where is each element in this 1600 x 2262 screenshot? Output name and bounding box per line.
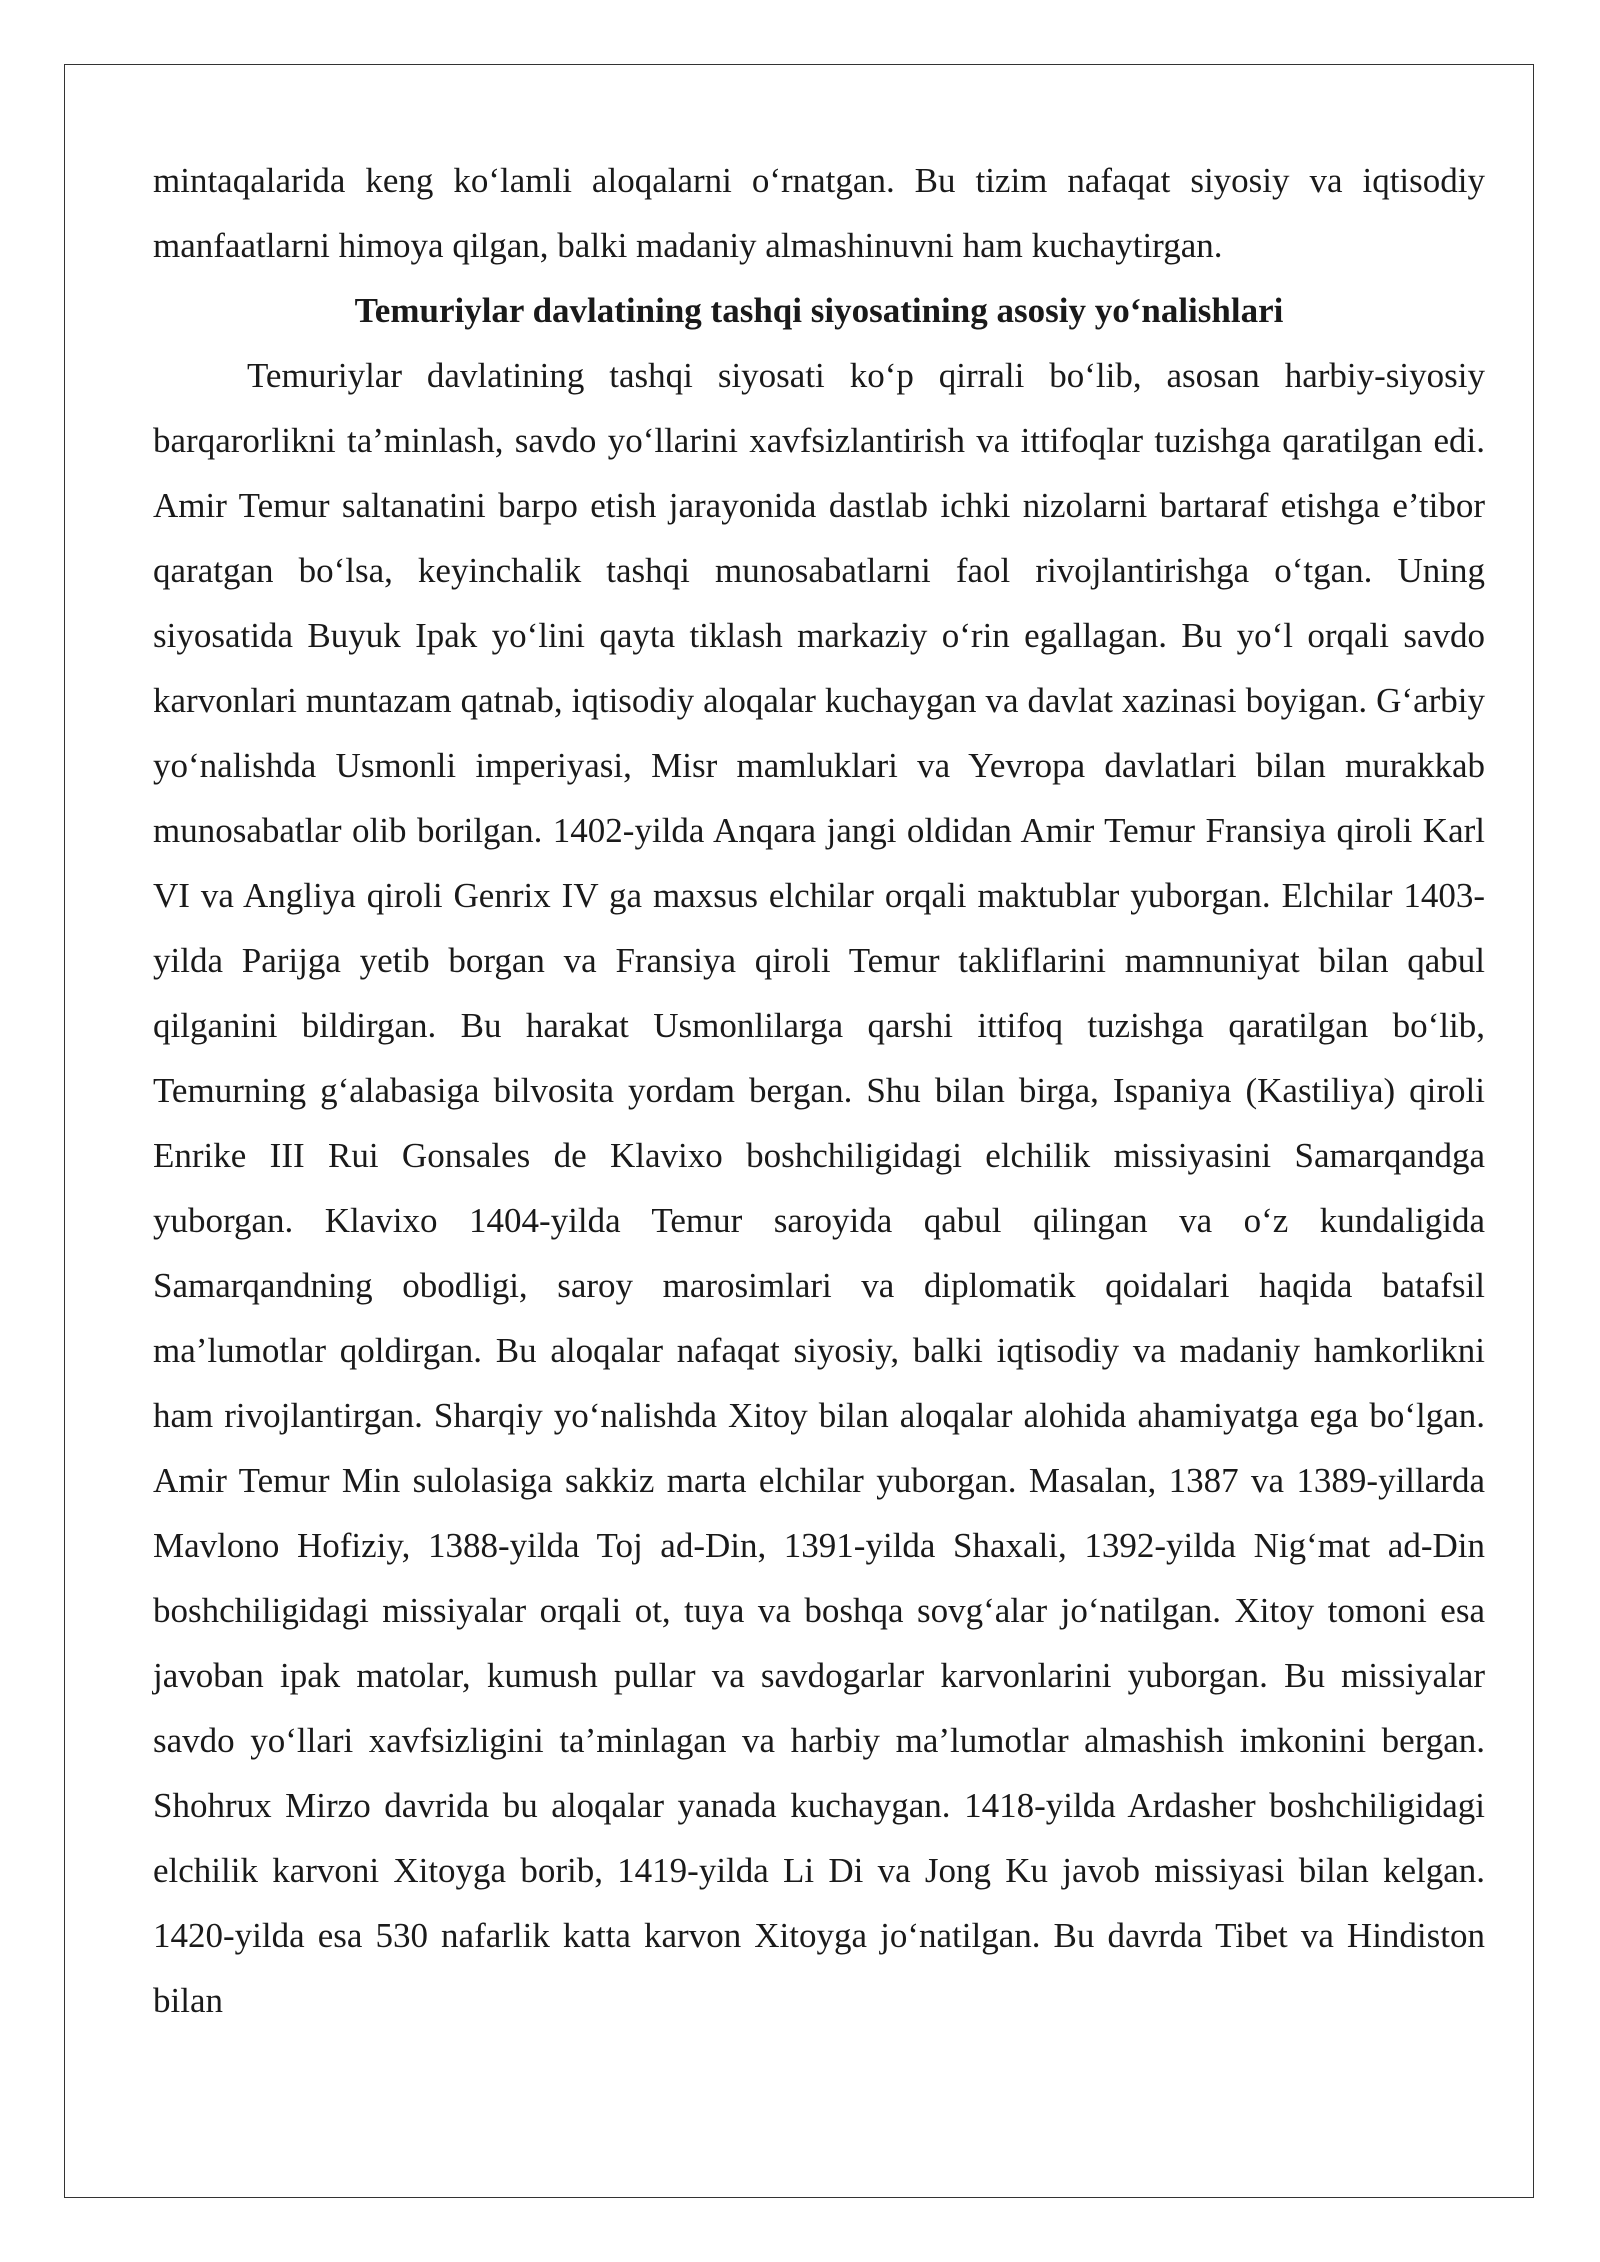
body-paragraph: Temuriylar davlatining tashqi siyosati ko‘p qirrali bo‘lib, asosan harbiy-siyosiy barqarorlikni ta’minlash, savdo yo‘llarini xavfsizlantirish va ittifoqlar tuzishga qaratilgan edi. Amir Temur saltanatini barpo etish jarayonida dastlab ichki nizolarni bartaraf etishga e’tibor qaratgan bo‘lsa, keyinchalik tashqi munosabatlarni faol rivojlantirishga o‘tgan. Uning siyosatida Buyuk Ipak yo‘lini qayta tiklash markaziy o‘rin egallagan. Bu yo‘l orqali savdo karvonlari muntazam qatnab, iqtisodiy aloqalar kuchaygan va davlat xazinasi boyigan. G‘arbiy yo‘nalishda Usmonli imperiyasi, Misr mamluklari va Yevropa davlatlari bilan murakkab munosabatlar olib borilgan. 1402-yilda Anqara jangi oldidan Amir Temur Fransiya qiroli Karl VI va Angliya qiroli Genrix IV ga maxsus elchilar orqali maktublar yuborgan. Elchilar 1403-yilda Parijga yetib borgan va Fransiya qiroli Temur takliflarini mamnuniyat bilan qabul qilganini bildirgan. Bu harakat Usmonlilarga qarshi ittifoq tuzishga qaratilgan bo‘lib, Temurning g‘alabasiga bilvosita yordam bergan. Shu bilan birga, Ispaniya (Kastiliya) qiroli Enrike III Rui Gonsales de Klavixo boshchiligidagi elchilik missiyasini Samarqandga yuborgan. Klavixo 1404-yilda Temur saroyida qabul qilingan va o‘z kundaligida Samarqandning obodligi, saroy marosimlari va diplomatik qoidalari haqida batafsil ma’lumotlar qoldirgan. Bu aloqalar nafaqat siyosiy, balki iqtisodiy va madaniy hamkorlikni ham rivojlantirgan. Sharqiy yo‘nalishda Xitoy bilan aloqalar alohida ahamiyatga ega bo‘lgan. Amir Temur Min sulolasiga sakkiz marta elchilar yuborgan. Masalan, 1387 va 1389-yillarda Mavlono Hofiziy, 1388-yilda Toj ad-Din, 1391-yilda Shaxali, 1392-yilda Nig‘mat ad-Din boshchiligidagi missiyalar orqali ot, tuya va boshqa sovg‘alar jo‘natilgan. Xitoy tomoni esa javoban ipak matolar, kumush pullar va savdogarlar karvonlarini yuborgan. Bu missiyalar savdo yo‘llari xavfsizligini ta’minlagan va harbiy ma’lumotlar almashish imkonini bergan. Shohrux Mirzo davrida bu aloqalar yanada kuchaygan. 1418-yilda Ardasher boshchiligidagi elchilik karvoni Xitoyga borib, 1419-yilda Li Di va Jong Ku javob missiyasi bilan kelgan. 1420-yilda esa 530 nafarlik katta karvon Xitoyga jo‘natilgan. Bu davrda Tibet va Hindiston bilan (153, 356, 1485, 2020)
intro-paragraph: mintaqalarida keng ko‘lamli aloqalarni o‘rnatgan. Bu tizim nafaqat siyosiy va iqtisodiy manfaatlarni himoya qilgan, balki madaniy almashinuvni ham kuchaytirgan. (153, 161, 1485, 265)
section-heading: Temuriylar davlatining tashqi siyosatining asosiy yo‘nalishlari (354, 291, 1284, 330)
document-body (153, 148, 1485, 2033)
